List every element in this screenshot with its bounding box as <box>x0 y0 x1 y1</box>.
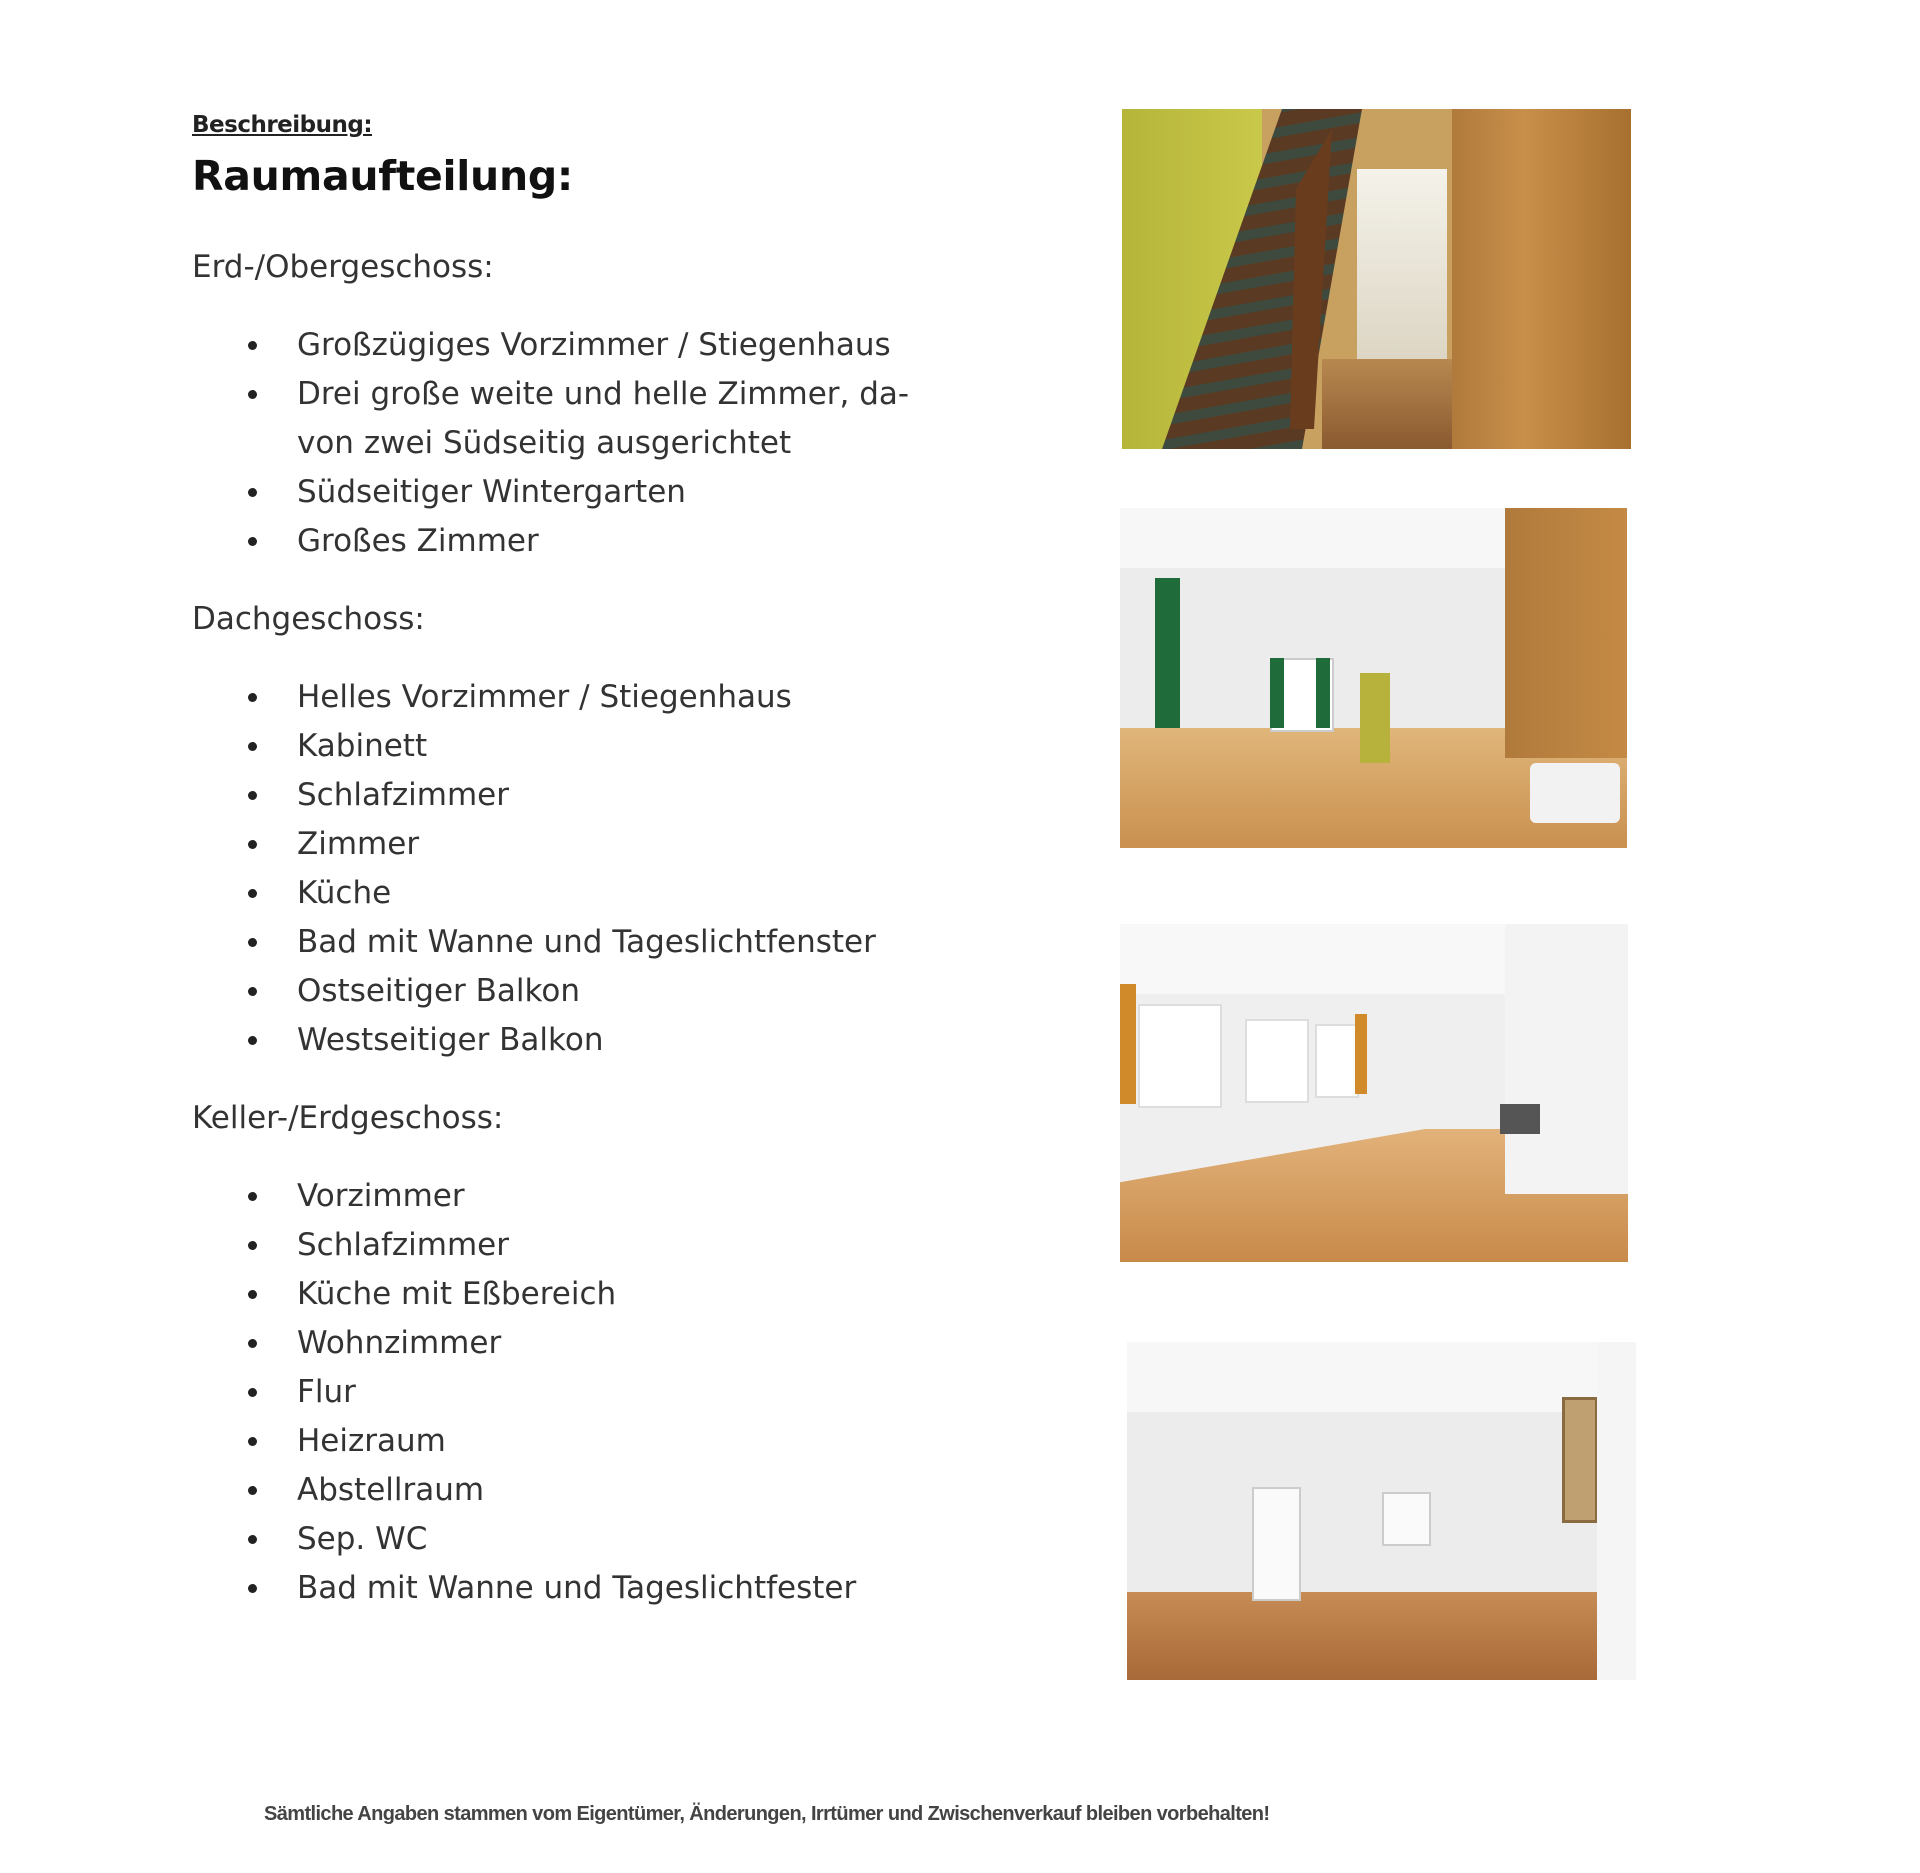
description-label: Beschreibung: <box>192 112 373 138</box>
bullet-icon <box>248 1437 257 1446</box>
list-item <box>192 1368 1022 1417</box>
bullet-icon <box>248 537 257 546</box>
disclaimer: Sämtliche Angaben stammen vom Eigentümer, Änderungen, Irrtümer und Zwischenverkauf bleiben vorbehalten! <box>264 1803 1270 1825</box>
list-item-text: Bad mit Wanne und Tageslichtfenster <box>297 924 876 960</box>
list-item-text: Zimmer <box>297 826 420 862</box>
list-item <box>192 1515 1022 1564</box>
bullet-icon <box>248 840 257 849</box>
bullet-icon <box>248 390 257 399</box>
list-item-text: Abstellraum <box>297 1472 485 1508</box>
list-item-text: Heizraum <box>297 1423 446 1459</box>
list-item-text: Vorzimmer <box>297 1178 465 1214</box>
room-bullet-list <box>192 673 1022 1065</box>
list-item <box>192 370 1022 468</box>
list-item <box>192 517 1022 566</box>
bullet-icon <box>248 1290 257 1299</box>
section-label: Erd-/Obergeschoss: <box>192 249 494 285</box>
room-photo-door <box>1127 1342 1636 1680</box>
list-item-text: Sep. WC <box>297 1521 428 1557</box>
list-item-text: Ostseitiger Balkon <box>297 973 580 1009</box>
list-item-text: Kabinett <box>297 728 428 764</box>
room-photo-bright-windows <box>1120 924 1628 1262</box>
bullet-icon <box>248 889 257 898</box>
bullet-icon <box>248 1192 257 1201</box>
bullet-icon <box>248 1535 257 1544</box>
section-label: Keller-/Erdgeschoss: <box>192 1100 504 1136</box>
list-item <box>192 820 1022 869</box>
bullet-icon <box>248 791 257 800</box>
list-item-text: Schlafzimmer <box>297 1227 509 1263</box>
list-item <box>192 1417 1022 1466</box>
list-item <box>192 673 1022 722</box>
list-item-text: Großes Zimmer <box>297 523 539 559</box>
list-item <box>192 1221 1022 1270</box>
list-item-text: Küche <box>297 875 392 911</box>
list-item-text: Großzügiges Vorzimmer / Stiegenhaus <box>297 327 891 363</box>
list-item-text: Flur <box>297 1374 356 1410</box>
list-item <box>192 1466 1022 1515</box>
list-item-text: Drei große weite und helle Zimmer, da- von zwei Südseitig ausgerichtet <box>297 376 910 461</box>
list-item <box>192 869 1022 918</box>
list-item-text: Schlafzimmer <box>297 777 509 813</box>
list-item <box>192 1016 1022 1065</box>
list-item <box>192 722 1022 771</box>
list-item-text: Bad mit Wanne und Tageslichtfester <box>297 1570 857 1606</box>
bullet-icon <box>248 1241 257 1250</box>
list-item <box>192 321 1022 370</box>
list-item <box>192 1172 1022 1221</box>
list-item <box>192 771 1022 820</box>
room-bullet-list <box>192 1172 1022 1613</box>
bullet-icon <box>248 1584 257 1593</box>
list-item <box>192 1319 1022 1368</box>
bullet-icon <box>248 938 257 947</box>
bullet-icon <box>248 693 257 702</box>
bullet-icon <box>248 1388 257 1397</box>
page-title: Raumaufteilung: <box>192 152 573 200</box>
list-item-text: Küche mit Eßbereich <box>297 1276 617 1312</box>
staircase-photo <box>1122 109 1631 449</box>
list-item <box>192 918 1022 967</box>
bullet-icon <box>248 1339 257 1348</box>
list-item-text: Südseitiger Wintergarten <box>297 474 686 510</box>
bullet-icon <box>248 742 257 751</box>
list-item <box>192 967 1022 1016</box>
room-list <box>192 243 1022 1642</box>
list-item-text: Helles Vorzimmer / Stiegenhaus <box>297 679 792 715</box>
list-item <box>192 468 1022 517</box>
list-item-text: Westseitiger Balkon <box>297 1022 604 1058</box>
list-item <box>192 1564 1022 1613</box>
bullet-icon <box>248 1486 257 1495</box>
bullet-icon <box>248 987 257 996</box>
list-item-text: Wohnzimmer <box>297 1325 502 1361</box>
room-bullet-list <box>192 321 1022 566</box>
bullet-icon <box>248 341 257 350</box>
room-photo-green-curtains <box>1120 508 1627 848</box>
bullet-icon <box>248 488 257 497</box>
section-label: Dachgeschoss: <box>192 601 425 637</box>
bullet-icon <box>248 1036 257 1045</box>
list-item <box>192 1270 1022 1319</box>
